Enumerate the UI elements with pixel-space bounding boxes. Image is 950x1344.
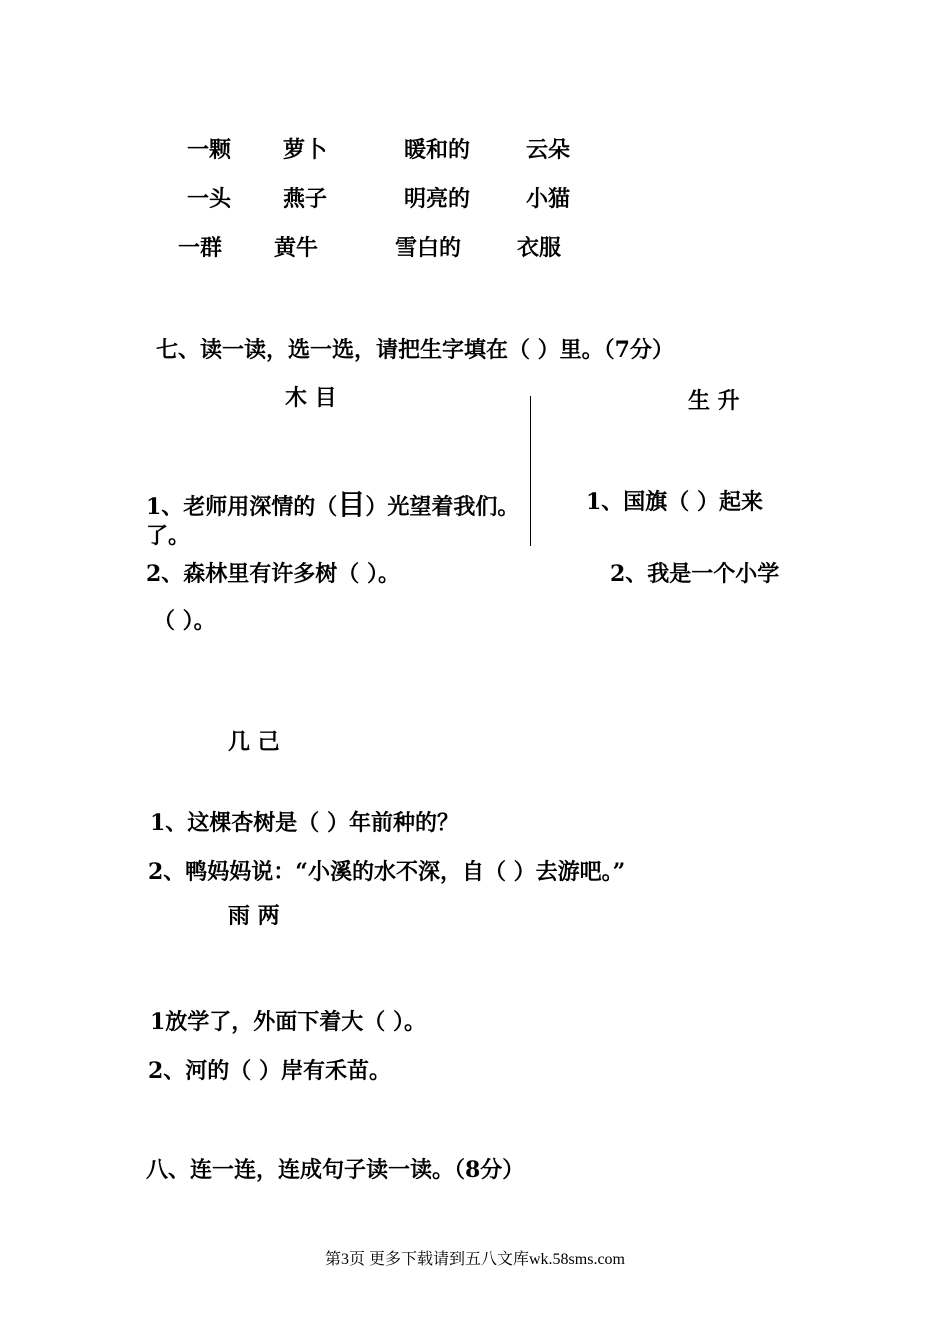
- groupA-question1: [146, 488, 520, 521]
- word-col4-item2: 小猫: [526, 186, 571, 212]
- word-col1-item3: 一群: [178, 235, 223, 261]
- word-col3-item1: 暖和的: [404, 137, 471, 163]
- section8-heading: 八、连一连，连成句子读一读。（8分）: [146, 1157, 525, 1183]
- word-col3-item2: 明亮的: [404, 186, 471, 212]
- groupB-question2: 2、我是一个小学: [610, 561, 780, 587]
- word-col2-item2: 燕子: [283, 186, 328, 212]
- groupA-q1-prefix: 1、老师用深情的（: [146, 494, 338, 520]
- groupA-question2: 2、森林里有许多树（ ）。: [146, 561, 400, 587]
- word-col3-item3: 雪白的: [395, 235, 462, 261]
- word-col2-item3: 黄牛: [274, 235, 319, 261]
- word-col1-item1: 一颗: [187, 137, 232, 163]
- groupB-chars: 生 升: [688, 388, 740, 414]
- groupA-q1-answer: 目: [337, 488, 366, 521]
- groupB-question1: 1、国旗（ ）起来: [586, 489, 763, 515]
- word-col4-item3: 衣服: [517, 235, 562, 261]
- word-col4-item1: 云朵: [526, 137, 571, 163]
- column-divider: [530, 396, 531, 546]
- groupD-question2: 2、河的（ ）岸有禾苗。: [148, 1058, 391, 1084]
- groupB-question2-wrap: （ ）。: [153, 608, 216, 634]
- groupD-chars: 雨 两: [228, 903, 280, 929]
- groupA-q1-suffix: ）光望着我们。: [365, 494, 520, 520]
- word-col2-item1: 萝卜: [283, 137, 328, 163]
- groupD-question1: 1放学了，外面下着大（ ）。: [150, 1009, 426, 1035]
- page-footer: 第3页 更多下载请到五八文库wk.58sms.com: [324, 1251, 625, 1268]
- groupC-chars: 几 己: [228, 729, 280, 755]
- section7-heading: 七、读一读，选一选，请把生字填在（ ）里。（7分）: [156, 337, 674, 363]
- word-col1-item2: 一头: [187, 186, 232, 212]
- groupC-question1: 1、这棵杏树是（ ）年前种的？: [150, 810, 459, 836]
- groupC-question2: 2、鸭妈妈说：“小溪的水不深，自（ ）去游吧。”: [148, 859, 626, 885]
- groupA-chars: 木 目: [285, 385, 337, 411]
- groupB-question1-wrap: 了。: [146, 523, 191, 549]
